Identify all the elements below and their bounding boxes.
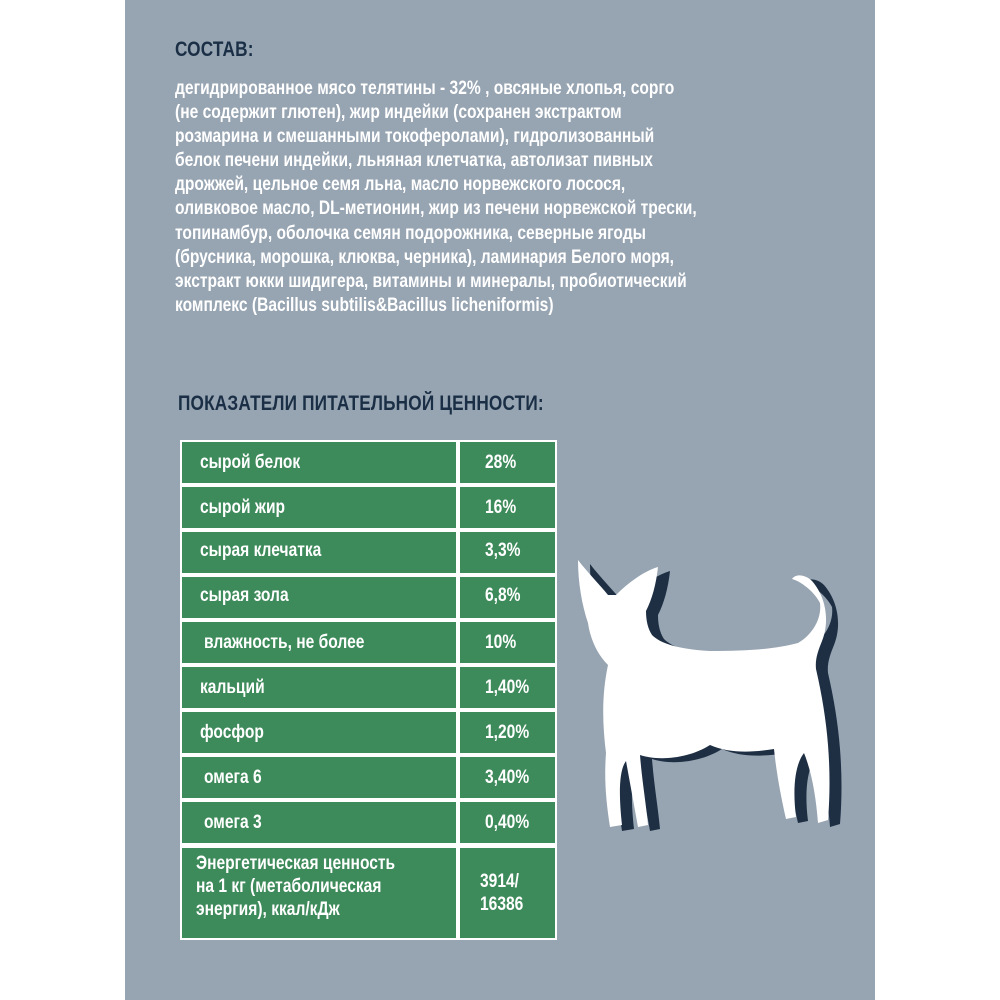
ingredients-line: топинамбур, оболочка семян подорожника, северные ягоды bbox=[175, 221, 646, 244]
nutrient-value-cell bbox=[460, 622, 555, 663]
nutrient-value: 10% bbox=[485, 632, 517, 653]
dog-silhouette-icon bbox=[560, 545, 870, 865]
nutrient-label: сырая клечатка bbox=[200, 540, 322, 561]
nutrient-label-cell bbox=[182, 667, 456, 708]
ingredients-line: розмарина и смешанными токоферолами), гидролизованный bbox=[175, 125, 655, 148]
energy-label-cell bbox=[182, 848, 456, 938]
energy-label-line: Энергетическая ценность bbox=[196, 853, 396, 874]
ingredients-line: экстракт юкки шидигера, витамины и минералы, пробиотический bbox=[175, 269, 687, 292]
nutrient-value-cell bbox=[460, 442, 555, 483]
nutrient-label: влажность, не более bbox=[204, 632, 365, 653]
dog-body bbox=[578, 560, 830, 827]
nutrient-label: сырой жир bbox=[200, 497, 286, 518]
nutrient-label-cell bbox=[182, 532, 456, 573]
nutrient-label-cell bbox=[182, 442, 456, 483]
nutrient-label-cell bbox=[182, 757, 456, 798]
composition-heading: СОСТАВ: bbox=[175, 38, 254, 61]
nutrient-value-cell bbox=[460, 802, 555, 843]
ingredients-text bbox=[175, 76, 735, 317]
ingredients-line: белок печени индейки, льняная клетчатка, автолизат пивных bbox=[175, 149, 653, 172]
nutrient-label-cell bbox=[182, 802, 456, 843]
nutrient-label: кальций bbox=[200, 677, 265, 698]
nutrient-label: омега 6 bbox=[204, 767, 262, 788]
energy-value-cell bbox=[460, 848, 555, 938]
nutrient-label-cell bbox=[182, 622, 456, 663]
nutrient-value: 16% bbox=[485, 497, 517, 518]
ingredients-line: оливковое масло, DL-метионин, жир из печени норвежской трески, bbox=[175, 197, 697, 220]
energy-label bbox=[196, 852, 395, 921]
nutrient-label: омега 3 bbox=[204, 812, 262, 833]
nutrient-value: 1,40% bbox=[485, 677, 530, 698]
ingredients-line: комплекс (Bacillus subtilis&Bacillus licheniformis) bbox=[175, 293, 554, 316]
nutrient-label-cell bbox=[182, 487, 456, 528]
nutrient-value: 0,40% bbox=[485, 812, 530, 833]
nutrient-value-cell bbox=[460, 577, 555, 618]
nutrient-label-cell bbox=[182, 712, 456, 753]
nutrient-value-cell bbox=[460, 667, 555, 708]
nutrient-value: 3,3% bbox=[485, 540, 521, 561]
ingredients-line: (не содержит глютен), жир индейки (сохранен экстрактом bbox=[175, 101, 622, 124]
nutrient-value: 1,20% bbox=[485, 722, 530, 743]
energy-value-line: 3914/ bbox=[480, 871, 519, 892]
nutrient-value-cell bbox=[460, 487, 555, 528]
energy-value bbox=[480, 870, 523, 916]
ingredients-line: (брусника, морошка, клюква, черника), ламинария Белого моря, bbox=[175, 245, 675, 268]
nutrient-value: 3,40% bbox=[485, 767, 530, 788]
nutrient-value: 28% bbox=[485, 452, 517, 473]
nutrient-label: сырая зола bbox=[200, 585, 289, 606]
nutrition-heading: ПОКАЗАТЕЛИ ПИТАТЕЛЬНОЙ ЦЕННОСТИ: bbox=[178, 392, 544, 415]
nutrient-label: фосфор bbox=[200, 722, 264, 743]
nutrient-label-cell bbox=[182, 577, 456, 618]
nutrient-value-cell bbox=[460, 712, 555, 753]
energy-label-line: энергия), ккал/кДж bbox=[196, 899, 340, 920]
energy-value-line: 16386 bbox=[480, 894, 524, 915]
nutrient-value: 6,8% bbox=[485, 585, 521, 606]
energy-label-line: на 1 кг (метаболическая bbox=[196, 876, 382, 897]
nutrient-value-cell bbox=[460, 532, 555, 573]
ingredients-line: дрожжей, цельное семя льна, масло норвежского лосося, bbox=[175, 173, 626, 196]
ingredients-line: дегидрированное мясо телятины - 32% , овсяные хлопья, сорго bbox=[175, 77, 675, 99]
nutrient-label: сырой белок bbox=[200, 452, 301, 473]
nutrient-value-cell bbox=[460, 757, 555, 798]
